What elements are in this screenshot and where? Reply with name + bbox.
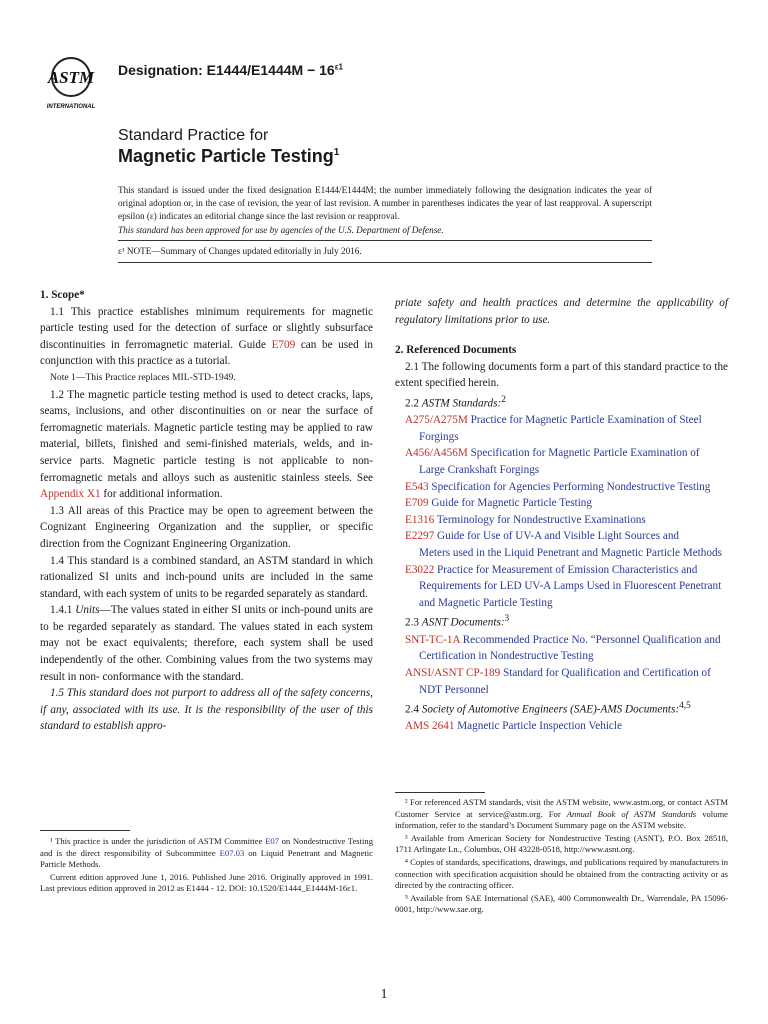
link-appendix-x1[interactable]: Appendix X1 [40,488,101,501]
reference-title-link[interactable]: Guide for Use of UV-A and Visible Light Sources and [434,530,680,543]
para-2-2-num: 2.2 [405,397,422,410]
reference-title-link[interactable]: Guide for Magnetic Particle Testing [428,497,592,510]
reference-item [395,512,728,529]
logo-text: ASTM [47,68,95,87]
reference-code-link[interactable]: SNT-TC-1A [405,633,460,646]
para-1-1-text: 1.1 This practice establishes minimum requirements for magnetic particle testing used for the detection of surface or slightly subsurface discontinuities in ferromagnetic material. Guide [40,305,373,351]
reference-code-link[interactable]: ANSI/ASNT CP-189 [405,666,501,679]
para-1-2-text-end: for additional information. [100,488,223,501]
reference-item [395,665,728,698]
footnote-2-text-end: volume information, refer to the standard’s Document Summary page on the ASTM website. [395,808,728,831]
note-1: Note 1—This Practice replaces MIL-STD-1949. [50,371,236,383]
para-1-4-1 [40,602,373,685]
footnote-ref-4-5: 4,5 [679,701,691,712]
reference-item [395,445,728,478]
footnote-2-text: ² For referenced ASTM standards, visit the ASTM website, www.astm.org, or contact ASTM Customer Service at service@astm.org. For [395,797,728,819]
reference-item [395,412,728,445]
footnote-1-text-end: on Liquid Penetrant and Magnetic Particle Methods. [40,847,373,870]
reference-item [395,479,728,496]
para-1-2 [40,387,373,503]
reference-title-link[interactable]: Specification for Magnetic Particle Examination of Large Crankshaft Forgings [419,447,700,477]
footnote-4: ⁴ Copies of standards, specifications, drawings, and publications required by manufacturers in connection with specification acquisition should be obtained from the contracting activity or as directed by the contracting officer. [395,856,728,891]
para-1-1 [40,304,373,370]
reference-item [395,562,728,612]
link-e709[interactable]: E709 [271,338,296,351]
para-2-4 [395,698,728,718]
reference-code-link[interactable]: E1316 [405,513,435,526]
scope-heading: 1. Scope* [40,289,85,301]
reference-title-link[interactable]: Practice for Measurement of Emission Characteristics and Requirements for LED UV-A Lamps Used in Fluorescent Penetrant and Magnetic Particle Testing [419,563,722,609]
reference-item [395,545,728,562]
reference-item [395,718,728,735]
astm-standards-label: ASTM Standards: [421,397,502,410]
footnotes-left [40,836,373,896]
header-divider [118,240,652,241]
epsilon-note: ε¹ NOTE—Summary of Changes updated editorially in July 2016. [118,246,362,256]
header-divider-2 [118,262,652,263]
para-2-1: 2.1 The following documents form a part of this standard practice to the extent specified herein. [395,360,728,390]
designation-text: Designation: E1444/E1444M − 16 [118,62,335,78]
asnt-documents-label: ASNT Documents: [421,617,505,630]
para-1-5-continued: priate safety and health practices and determine the applicability of regulatory limitations prior to use. [395,297,728,326]
logo-subtext: INTERNATIONAL [46,104,96,110]
reference-code-link[interactable]: E543 [405,480,429,493]
title-text: Magnetic Particle Testing [118,146,334,166]
link-e07-03[interactable]: E07.03 [219,847,245,858]
units-term: Units [75,604,100,617]
footnote-1-text-mid: on Nondestructive Testing and is the direct responsibility of Subcommittee [40,836,373,858]
reference-code-link[interactable]: AMS 2641 [405,720,455,733]
footnote-ref-3: 3 [504,614,510,625]
para-2-4-num: 2.4 [405,703,422,716]
para-2-2 [395,392,728,412]
reference-title-link[interactable]: Terminology for Nondestructive Examinations [434,513,646,526]
reference-code-link[interactable]: E709 [405,497,429,510]
reference-title-link[interactable]: Meters used in the Liquid Penetrant and Magnetic Particle Methods [419,547,722,560]
dod-approval: This standard has been approved for use by agencies of the U.S. Department of Defense. [118,225,444,235]
reference-item [395,528,728,545]
para-1-2-text: 1.2 The magnetic particle testing method is used to detect cracks, laps, seams, inclusions, and other discontinuities on or near the surface of ferromagnetic materials. Magnetic particle testing may be applied to raw material, billets, finished and semi-finished materials, welds, and in-service parts. Magnetic particle testing is not applicable to non-ferromagnetic metals and alloys such as austenitic stainless steels. See [40,388,373,484]
footnote-1-text: ¹ This practice is under the jurisdiction of ASTM Committee [50,836,266,846]
reference-title-link[interactable]: Recommended Practice No. “Personnel Qualification and Certification in Nondestructive Testing [419,633,721,663]
reference-title-link[interactable]: Magnetic Particle Inspection Vehicle [454,720,622,733]
para-2-3-num: 2.3 [405,617,422,630]
referenced-docs-heading: 2. Referenced Documents [395,344,517,357]
astm-standards-list [395,412,728,611]
asnt-documents-list [395,632,728,698]
para-1-3: 1.3 All areas of this Practice may be open to agreement between the Cognizant Engineering Organization and the supplier, or specific direction from the Cognizant Engineering Organization. [40,504,373,550]
designation-sup: ε1 [334,62,343,72]
issue-note: This standard is issued under the fixed designation E1444/E1444M; the number immediately following the designation indicates the year of original adoption or, in the case of revision, the year of last revision. A number in parentheses indicates the year of last reapproval. A superscript epsilon (ε) indicates an editorial change since the last revision or reapproval. [118,185,652,222]
annual-book-title: Annual Book of ASTM Standards [566,808,697,819]
sae-documents-list [395,718,728,735]
link-e07[interactable]: E07 [265,836,279,846]
para-1-1-text-end: can be used in conjunction with this practice as a tutorial. [40,338,373,368]
reference-title-link[interactable]: Specification for Agencies Performing Nondestructive Testing [428,480,711,493]
left-column [40,287,373,735]
designation [118,62,343,78]
astm-logo [44,52,110,112]
reference-code-link[interactable]: A456/A456M [405,447,468,460]
reference-title-link[interactable]: Practice for Magnetic Particle Examination of Steel Forgings [419,414,702,443]
title-sup: 1 [333,147,340,158]
reference-item [395,495,728,512]
footnote-divider-left [40,830,130,831]
right-column [395,295,728,735]
page-number: 1 [380,987,388,1002]
para-1-4-1-label: 1.4.1 [50,604,76,617]
para-2-3 [395,611,728,631]
reference-code-link[interactable]: E3022 [405,563,435,576]
std-practice-label: Standard Practice for [118,127,269,144]
footnote-5: ⁵ Available from SAE International (SAE), 400 Commonwealth Dr., Warrendale, PA 15096-0001, http://www.sae.org. [395,892,728,915]
sae-documents-label: Society of Automotive Engineers (SAE)-AMS Documents: [421,703,680,716]
reference-code-link[interactable]: A275/A275M [405,414,468,427]
footnote-1 [40,836,373,871]
para-1-4-1-text: —The values stated in either SI units or inch-pound units are to be regarded separately as standard. The values stated in each system may not be exact equivalents; therefore, each system shall be used independently of the other. Combining values from the two systems may result in non- conformance with the standard. [40,604,373,683]
reference-code-link[interactable]: E2297 [405,530,435,543]
para-1-4: 1.4 This standard is a combined standard, an ASTM standard in which rationalized SI units and inch-pound units are included in the same standard, with each system of units to be regarded separately as standard. [40,554,373,600]
para-1-5: 1.5 This standard does not purport to address all of the safety concerns, if any, associated with its use. It is the responsibility of the user of this standard to establish appro- [40,687,373,733]
footnote-1-edition: Current edition approved June 1, 2016. Published June 2016. Originally approved in 1991. Last previous edition approved in 2012 as E1444 - 12. DOI: 10.1520/E1444_E1444M-16ε1. [40,871,373,894]
footnote-3: ³ Available from American Society for Nondestructive Testing (ASNT), P.O. Box 28518, 1711 Arlingate Ln., Columbus, OH 43228-0518, http://www.asnt.org. [395,832,728,855]
footnote-2 [395,797,728,832]
footnotes-right [395,797,728,917]
footnote-ref-2: 2 [501,394,506,405]
reference-title-link[interactable]: Standard for Qualification and Certification of NDT Personnel [419,666,711,696]
page-title [118,146,339,167]
reference-item [395,632,728,665]
footnote-divider-right [395,792,485,793]
